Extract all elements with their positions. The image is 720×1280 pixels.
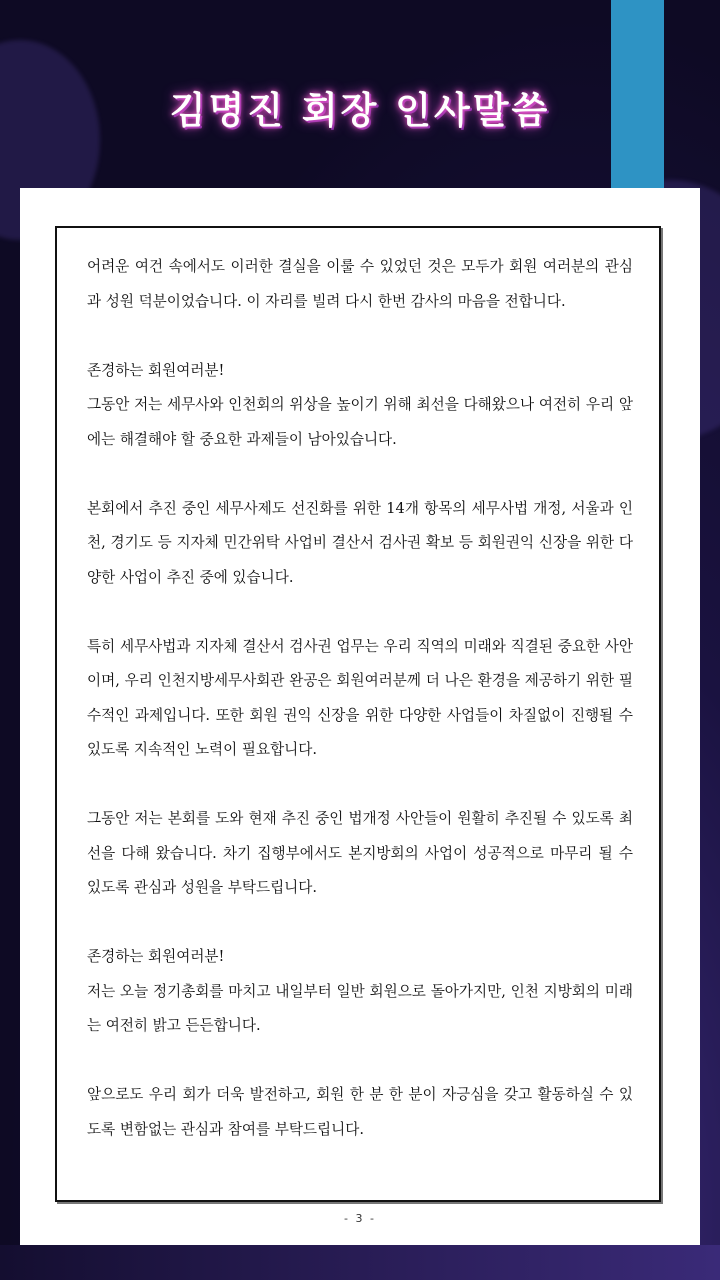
letter-paragraph: 특히 세무사법과 지자체 결산서 검사권 업무는 우리 직역의 미래와 직결된 중요한 사안이며, 우리 인천지방세무사회관 완공은 회원여러분께 더 나은 환경을 제공하기 위한 필수적인 과제입니다. 또한 회원 권익 신장을 위한 다양한 사업들이 차질없이 진행될 수 있도록 지속적인 노력이 필요합니다. xyxy=(87,637,633,758)
letter-body xyxy=(87,250,633,1147)
letter-paragraph: 앞으로도 우리 회가 더욱 발전하고, 회원 한 분 한 분이 자긍심을 갖고 활동하실 수 있도록 변함없는 관심과 참여를 부탁드립니다. xyxy=(87,1086,633,1138)
letter-paragraph: 존경하는 회원여러분! 그동안 저는 세무사와 인천회의 위상을 높이기 위해 최선을 다해왔으나 여전히 우리 앞에는 해결해야 할 중요한 과제들이 남아있습니다. xyxy=(87,361,633,448)
page-number: - 3 - xyxy=(344,1212,376,1225)
letter-paragraph: 어려운 여건 속에서도 이러한 결실을 이룰 수 있었던 것은 모두가 회원 여러분의 관심과 성원 덕분이었습니다. 이 자리를 빌려 다시 한번 감사의 마음을 전합니다. xyxy=(87,258,633,310)
page-title: 김명진 회장 인사말씀 xyxy=(169,89,551,132)
letter-page xyxy=(20,188,700,1245)
letter-paragraph: 그동안 저는 본회를 도와 현재 추진 중인 법개정 사안들이 원활히 추진될 수 있도록 최선을 다해 왔습니다. 차기 집행부에서도 본지방회의 사업이 성공적으로 마무리 될 수 있도록 관심과 성원을 부탁드립니다. xyxy=(87,810,633,896)
letter-paragraph: 본회에서 추진 중인 세무사제도 선진화를 위한 14개 항목의 세무사법 개정, 서울과 인천, 경기도 등 지자체 민간위탁 사업비 결산서 검사권 확보 등 회원권익 신장을 위한 다양한 사업이 추진 중에 있습니다. xyxy=(87,499,633,586)
bottom-strip xyxy=(0,1245,720,1280)
letter-paragraph: 존경하는 회원여러분! 저는 오늘 정기총회를 마치고 내일부터 일반 회원으로 돌아가지만, 인천 지방회의 미래는 여전히 밝고 든든합니다. xyxy=(87,948,633,1034)
letter-frame xyxy=(55,226,661,1202)
